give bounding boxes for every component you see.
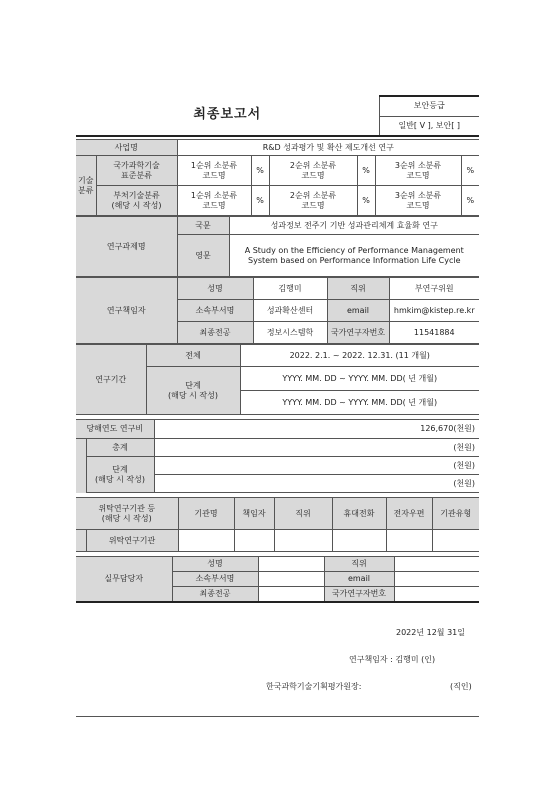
project-name-value: R&D 성과평가 및 확산 제도개선 연구 <box>177 140 479 156</box>
tech-row-label: 부처기술분류 (해당 시 작성) <box>96 186 177 216</box>
research-title-label: 연구과제명 <box>76 217 177 277</box>
staff-position-value <box>394 557 479 572</box>
staff-reg-value <box>394 587 479 602</box>
budget-stage-unit: (천원) <box>154 475 479 493</box>
research-title-kr-value: 성과정보 전주기 기반 성과관리체계 효율화 연구 <box>229 217 479 235</box>
security-label: 보안등급 <box>379 96 479 116</box>
director-label: 한국과학기술기획평가원장: <box>266 682 362 691</box>
pi-signature-line: 연구책임자 : 김행미 (인) <box>349 655 436 664</box>
consign-indent <box>76 530 86 552</box>
director-seal: (직인) <box>450 682 472 691</box>
staff-dept-value <box>258 572 324 587</box>
tech-code-3: 3순위 소분류 코드명 <box>375 156 461 186</box>
header-table <box>76 95 479 137</box>
pi-name-value: 김행미 <box>253 278 327 300</box>
staff-email-label: email <box>324 572 394 587</box>
staff-label: 실무담당자 <box>76 557 172 602</box>
pi-major-label: 최종전공 <box>177 322 253 344</box>
budget-stage-label: 단계 (해당 시 작성) <box>86 457 154 493</box>
staff-table <box>76 556 479 603</box>
pi-reg-label: 국가연구자번호 <box>327 322 389 344</box>
period-total-value: 2022. 2.1. ~ 2022. 12.31. (11 개월) <box>240 345 479 367</box>
period-label: 연구기간 <box>76 345 146 415</box>
staff-name-label: 성명 <box>172 557 258 572</box>
tech-pct: % <box>357 186 375 216</box>
tech-pct: % <box>461 156 479 186</box>
research-title-en-label: 영문 <box>177 235 229 277</box>
tech-group-label: 기술 분류 <box>76 156 96 216</box>
consign-table <box>76 497 479 552</box>
consign-row-label: 위탁연구기관 <box>86 530 178 552</box>
pi-name-label: 성명 <box>177 278 253 300</box>
tech-pct: % <box>461 186 479 216</box>
staff-major-label: 최종전공 <box>172 587 258 602</box>
consign-cell <box>332 530 386 552</box>
consign-col-header: 책임자 <box>234 498 274 530</box>
pi-position-label: 직위 <box>327 278 389 300</box>
tech-code-1: 1순위 소분류 코드명 <box>177 156 251 186</box>
consign-col-header: 전자우편 <box>386 498 432 530</box>
main-table <box>76 139 479 216</box>
period-table <box>76 344 479 415</box>
project-name-label: 사업명 <box>76 140 177 156</box>
budget-value: 126,670(천원) <box>154 420 479 439</box>
consign-cell <box>178 530 234 552</box>
period-stage-row: YYYY. MM. DD ~ YYYY. MM. DD( 년 개월) <box>240 367 479 391</box>
security-value: 일반[ V ], 보안[ ] <box>379 116 479 136</box>
pi-dept-value: 성과확산센터 <box>253 300 327 322</box>
consign-cell <box>234 530 274 552</box>
consign-cell <box>432 530 479 552</box>
pi-position-value: 부연구위원 <box>389 278 479 300</box>
consign-col-header: 직위 <box>274 498 332 530</box>
period-total-label: 전체 <box>146 345 240 367</box>
pi-label: 연구책임자 <box>76 278 177 344</box>
report-date: 2022년 12월 31일 <box>396 628 465 637</box>
staff-dept-label: 소속부서명 <box>172 572 258 587</box>
tech-pct: % <box>251 156 269 186</box>
budget-table <box>76 419 479 493</box>
budget-total-label: 총계 <box>86 439 154 457</box>
budget-total-unit: (천원) <box>154 439 479 457</box>
consign-label: 위탁연구기관 등 (해당 시 작성) <box>76 498 178 530</box>
tech-pct: % <box>251 186 269 216</box>
period-stage-row: YYYY. MM. DD ~ YYYY. MM. DD( 년 개월) <box>240 391 479 415</box>
pi-table <box>76 277 479 344</box>
research-title-kr-label: 국문 <box>177 217 229 235</box>
research-title-en-value: A Study on the Efficiency of Performance Management System based on Performance Information Life Cycle <box>229 235 479 277</box>
staff-reg-label: 국가연구자번호 <box>324 587 394 602</box>
bottom-rule <box>76 716 479 717</box>
staff-email-value <box>394 572 479 587</box>
staff-name-value <box>258 557 324 572</box>
period-stage-label: 단계 (해당 시 작성) <box>146 367 240 415</box>
pi-reg-value: 11541884 <box>389 322 479 344</box>
tech-code-3: 3순위 소분류 코드명 <box>375 186 461 216</box>
pi-email-value: hmkim@kistep.re.kr <box>389 300 479 322</box>
tech-code-2: 2순위 소분류 코드명 <box>269 156 357 186</box>
consign-cell <box>274 530 332 552</box>
staff-major-value <box>258 587 324 602</box>
tech-code-1: 1순위 소분류 코드명 <box>177 186 251 216</box>
consign-col-header: 휴대전화 <box>332 498 386 530</box>
tech-row-label: 국가과학기술 표준분류 <box>96 156 177 186</box>
budget-stage-unit: (천원) <box>154 457 479 475</box>
pi-email-label: email <box>327 300 389 322</box>
consign-cell <box>386 530 432 552</box>
budget-label: 당해연도 연구비 <box>76 420 154 439</box>
consign-col-header: 기관유형 <box>432 498 479 530</box>
staff-position-label: 직위 <box>324 557 394 572</box>
consign-col-header: 기관명 <box>178 498 234 530</box>
tech-code-2: 2순위 소분류 코드명 <box>269 186 357 216</box>
research-title-table <box>76 216 479 277</box>
report-form <box>76 95 479 603</box>
pi-major-value: 정보시스템학 <box>253 322 327 344</box>
tech-pct: % <box>357 156 375 186</box>
pi-dept-label: 소속부서명 <box>177 300 253 322</box>
budget-indent <box>76 439 86 493</box>
document-title: 최종보고서 <box>76 96 379 136</box>
